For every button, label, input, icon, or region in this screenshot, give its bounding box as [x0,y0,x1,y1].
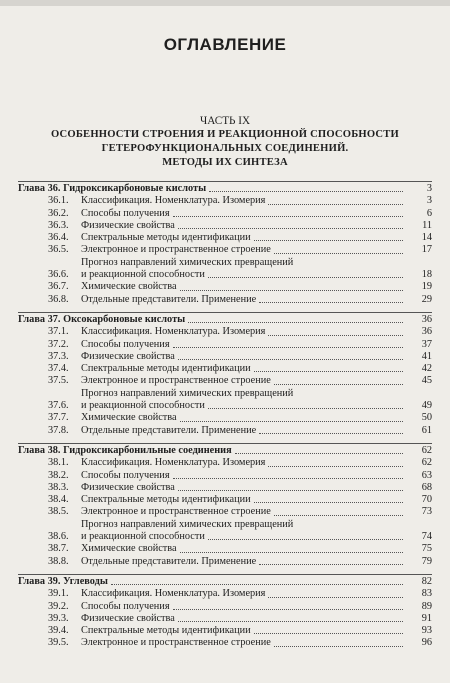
section-title: Физические свойства [81,612,175,624]
section-page-number: 74 [421,531,432,543]
section-number: 39.3. [48,612,69,624]
section-title-cell [81,506,406,518]
chapter-title: Гидроксикарбонильные соединения [63,444,232,456]
section-page-number: 36 [421,326,432,338]
section-page-number: 91 [421,612,432,624]
section-page-number: 93 [421,625,432,637]
toc-section-row[interactable] [18,601,432,613]
leader-dots [178,490,403,491]
section-title: Спектральные методы идентификации [81,363,251,375]
leader-dots [208,408,403,409]
toc-section-row[interactable] [18,412,432,424]
toc-chapter-row[interactable] [18,445,432,457]
toc-section-row[interactable] [18,625,432,637]
section-number: 38.2. [48,469,69,481]
section-title: Спектральные методы идентификации [81,625,251,637]
chapter-page-number: 82 [421,575,432,587]
leader-dots [188,322,403,323]
leader-dots [254,502,403,503]
leader-dots [178,359,403,360]
section-page-number: 50 [421,412,432,424]
section-number: 39.4. [48,625,69,637]
toc-section-row[interactable] [18,637,432,649]
section-title-cell [81,294,406,306]
toc-section-row[interactable] [18,294,432,306]
section-title: Способы получения [81,600,170,612]
leader-dots [180,290,403,291]
section-page-number: 19 [421,281,432,293]
section-number: 38.7. [48,543,69,555]
section-title-cell [81,375,406,387]
section-title-cell [81,613,406,625]
section-title: Классификация. Номенклатура. Изомерия [81,588,266,600]
toc-section-row[interactable] [18,244,432,256]
toc-chapter-row[interactable] [18,314,432,326]
chapter-title-cell [18,576,406,588]
part-subtitle-line: ОСОБЕННОСТИ СТРОЕНИЯ И РЕАКЦИОННОЙ СПОСОБНОСТИ [50,129,399,140]
toc-page [18,34,432,656]
chapter-page-number: 3 [426,183,432,194]
section-number: 39.1. [48,588,69,600]
leader-dots [259,433,403,434]
section-title: Способы получения [81,338,170,350]
part-label: ЧАСТЬ IX [199,115,251,127]
section-title-cell [81,363,406,375]
leader-dots [268,335,403,336]
section-page-number: 96 [421,637,432,649]
section-page-number: 3 [426,195,432,207]
section-title-cell [81,601,406,613]
toc-section-row[interactable] [18,363,432,375]
section-title-cell [81,195,406,207]
section-number: 36.3. [48,219,69,231]
section-page-number: 42 [421,363,432,375]
section-title-cell [81,625,406,637]
leader-dots [274,253,403,254]
section-title-line2 [81,531,406,543]
section-title: Химические свойства [81,412,177,424]
leader-dots [274,646,403,647]
section-page-number: 75 [421,543,432,555]
leader-dots [173,478,403,479]
section-title-cell [81,470,406,482]
part-subtitle-line: ГЕТЕРОФУНКЦИОНАЛЬНЫХ СОЕДИНЕНИЙ. [101,143,349,154]
section-number: 38.5. [48,506,69,518]
chapter-label: Глава 38. [18,444,61,456]
section-title-cell [81,220,406,232]
toc-section-row[interactable] [18,425,432,437]
section-title-continued: и реакционной способности [81,269,205,281]
toc-section-row[interactable] [18,351,432,363]
section-title-cell [81,425,406,437]
section-title: Химические свойства [81,281,177,293]
toc-section-row[interactable] [18,195,432,207]
leader-dots [178,228,403,229]
toc-section-row[interactable] [18,208,432,220]
section-number: 36.6. [48,269,69,281]
section-page-number: 73 [421,506,432,518]
section-title-cell [81,351,406,363]
toc-header [18,34,432,170]
section-number: 37.6. [48,400,69,412]
section-number: 37.3. [48,350,69,362]
section-number: 37.4. [48,363,69,375]
section-page-number: 63 [421,469,432,481]
toc-section-row[interactable] [18,506,432,518]
section-title-line2 [81,400,406,412]
toc-section-row[interactable] [18,257,432,282]
section-number: 37.8. [48,424,69,436]
section-title-cell [81,494,406,506]
section-page-number: 45 [421,375,432,387]
section-title-cell [81,519,406,544]
toc-section-row[interactable] [18,470,432,482]
leader-dots [259,564,403,565]
toc-chapter-row[interactable] [18,576,432,588]
section-page-number: 70 [421,494,432,506]
section-title: Физические свойства [81,219,175,231]
leader-dots [254,633,403,634]
section-title: Химические свойства [81,543,177,555]
toc-section-row[interactable] [18,556,432,568]
chapter-label: Глава 39. [18,575,61,587]
toc-section-row[interactable] [18,543,432,555]
section-page-number: 79 [421,555,432,567]
leader-dots [111,584,403,585]
toc-section-row[interactable] [18,388,432,413]
part-heading [18,114,432,170]
section-title-cell [81,339,406,351]
section-title: Отдельные представители. Применение [81,293,257,305]
chapter-title: Оксокарбоновые кислоты [63,313,186,325]
section-title-cell [81,388,406,413]
chapter-label: Глава 36. [18,183,61,194]
toc-section-row[interactable] [18,326,432,338]
chapter-page-number: 62 [421,444,432,456]
section-page-number: 17 [421,244,432,256]
section-page-number: 6 [426,207,432,219]
leader-dots [259,302,403,303]
section-title: Отдельные представители. Применение [81,424,257,436]
section-title-cell [81,326,406,338]
section-page-number: 61 [421,424,432,436]
section-number: 37.5. [48,375,69,387]
section-title-line2 [81,269,406,281]
section-number: 38.1. [48,457,69,469]
section-number: 36.4. [48,232,69,244]
section-page-number: 62 [421,457,432,469]
toc-section-row[interactable] [18,232,432,244]
section-number: 38.3. [48,481,69,493]
section-number: 36.7. [48,281,69,293]
section-number: 36.5. [48,244,69,256]
section-number: 36.8. [48,293,69,305]
leader-dots [274,384,403,385]
section-title: Физические свойства [81,350,175,362]
section-title: Электронное и пространственное строение [81,375,271,387]
toc-section-row[interactable] [18,375,432,387]
section-title-cell [81,556,406,568]
toc-section-row[interactable] [18,339,432,351]
section-number: 37.1. [48,326,69,338]
page-title: ОГЛАВЛЕНИЕ [163,35,287,54]
leader-dots [173,347,403,348]
section-title: Классификация. Номенклатура. Изомерия [81,457,266,469]
leader-dots [178,621,403,622]
section-page-number: 18 [421,269,432,281]
section-title-cell [81,457,406,469]
toc-section-row[interactable] [18,588,432,600]
section-title: Способы получения [81,469,170,481]
toc-chapter [18,312,432,437]
leader-dots [254,240,403,241]
toc-section-row[interactable] [18,482,432,494]
leader-dots [173,216,403,217]
section-number: 36.2. [48,207,69,219]
toc-section-row[interactable] [18,519,432,544]
toc-section-row[interactable] [18,281,432,293]
section-title-cell [81,257,406,282]
section-page-number: 83 [421,588,432,600]
section-title-lines [81,388,406,413]
section-number: 38.6. [48,531,69,543]
chapter-title: Углеводы [63,575,108,587]
section-title-cell [81,482,406,494]
toc-section-row[interactable] [18,457,432,469]
leader-dots [209,191,403,192]
section-title-cell [81,637,406,649]
section-number: 36.1. [48,195,69,207]
leader-dots [268,466,403,467]
section-number: 38.8. [48,555,69,567]
chapter-title-cell [18,445,406,457]
section-title-cell [81,543,406,555]
toc-chapter-row[interactable] [18,183,432,195]
toc-section-row[interactable] [18,494,432,506]
section-page-number: 37 [421,338,432,350]
leader-dots [208,277,403,278]
chapter-title-cell [18,314,406,326]
section-page-number: 29 [421,293,432,305]
section-title: Способы получения [81,207,170,219]
section-title-cell [81,281,406,293]
section-title: Прогноз направлений химических превращений [81,256,294,268]
section-number: 39.5. [48,637,69,649]
chapter-label: Глава 37. [18,313,61,325]
section-page-number: 11 [422,219,432,231]
section-page-number: 49 [421,400,432,412]
section-title-lines [81,519,406,544]
section-title: Физические свойства [81,481,175,493]
toc-section-row[interactable] [18,613,432,625]
section-number: 39.2. [48,600,69,612]
leader-dots [274,515,403,516]
toc-section-row[interactable] [18,220,432,232]
section-title: Прогноз направлений химических превращений [81,518,294,530]
section-title-continued: и реакционной способности [81,531,205,543]
section-title: Спектральные методы идентификации [81,232,251,244]
section-title: Классификация. Номенклатура. Изомерия [81,326,266,338]
leader-dots [268,204,403,205]
section-number: 37.7. [48,412,69,424]
toc-chapter [18,443,432,568]
section-title: Классификация. Номенклатура. Изомерия [81,195,266,207]
toc-chapter [18,574,432,650]
section-title: Электронное и пространственное строение [81,244,271,256]
section-title-lines [81,257,406,282]
leader-dots [235,453,403,454]
part-subtitle [18,128,432,170]
leader-dots [180,552,403,553]
section-title: Спектральные методы идентификации [81,494,251,506]
section-title-continued: и реакционной способности [81,400,205,412]
section-page-number: 68 [421,481,432,493]
toc-chapter [18,181,432,306]
section-number: 37.2. [48,338,69,350]
leader-dots [180,421,403,422]
section-page-number: 89 [421,600,432,612]
section-title: Электронное и пространственное строение [81,506,271,518]
section-title: Прогноз направлений химических превращений [81,387,294,399]
previous-page-strip [0,0,450,6]
section-page-number: 41 [421,350,432,362]
section-title: Электронное и пространственное строение [81,637,271,649]
section-title-cell [81,588,406,600]
section-number: 38.4. [48,494,69,506]
section-title-cell [81,232,406,244]
chapter-title: Гидроксикарбоновые кислоты [63,183,207,194]
chapter-page-number: 36 [421,313,432,325]
section-title: Отдельные представители. Применение [81,555,257,567]
part-subtitle-line: МЕТОДЫ ИХ СИНТЕЗА [162,157,288,168]
table-of-contents [18,181,432,650]
section-page-number: 14 [421,232,432,244]
leader-dots [208,539,403,540]
section-title-cell [81,208,406,220]
leader-dots [254,371,403,372]
leader-dots [268,597,403,598]
chapter-title-cell [18,183,406,195]
section-title-cell [81,412,406,424]
leader-dots [173,609,403,610]
section-title-cell [81,244,406,256]
